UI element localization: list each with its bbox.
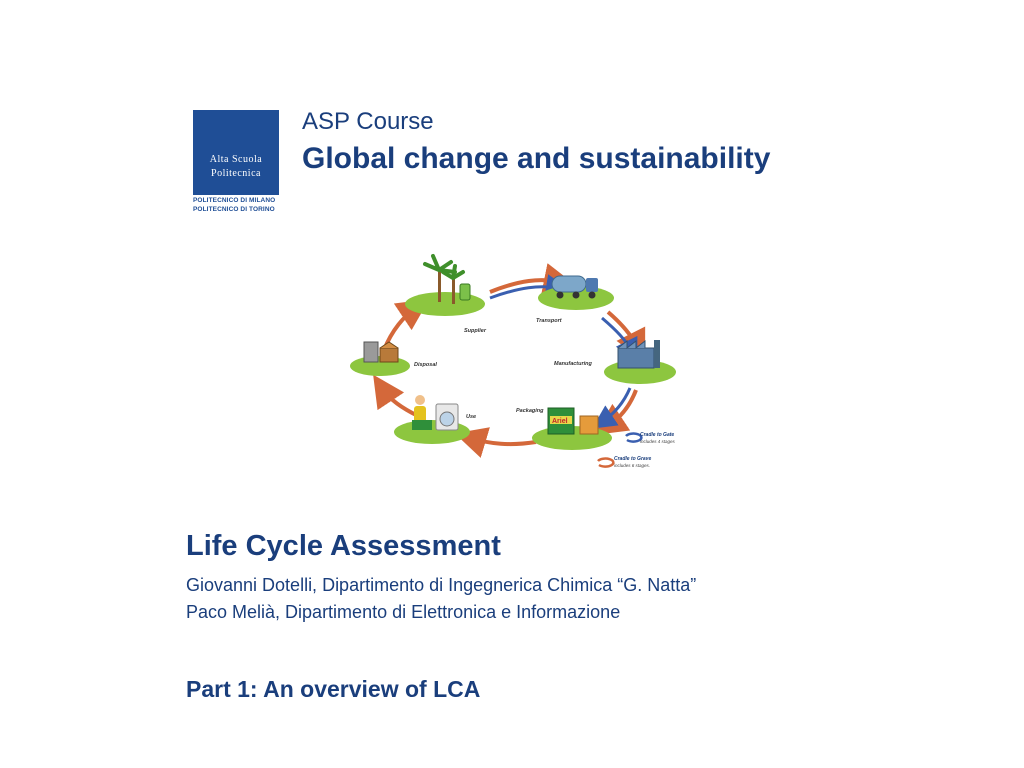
course-title: Global change and sustainability <box>302 142 771 175</box>
legend-gate-sub: includes 4 stages <box>640 439 675 444</box>
logo-subtitle-torino: POLITECNICO DI TORINO <box>193 206 275 213</box>
legend-cradle-to-gate <box>626 432 676 444</box>
logo-line-2: Politecnica <box>211 168 261 179</box>
life-cycle-diagram <box>340 240 700 480</box>
logo-subtitle-milano: POLITECNICO DI MILANO <box>193 197 276 204</box>
stage-label-use: Use <box>466 414 477 420</box>
disposal-stage <box>350 342 437 376</box>
legend-grave-label: Cradle to Grave <box>614 456 652 462</box>
use-stage <box>394 395 476 444</box>
legend-gate-label: Cradle to Gate <box>640 432 675 438</box>
author-dotelli: Giovanni Dotelli, Dipartimento di Ingegnerica Chimica “G. Natta” <box>186 575 697 595</box>
logo-line-1: Alta Scuola <box>209 154 263 165</box>
transport-stage <box>536 276 614 324</box>
part-heading: Part 1: An overview of LCA <box>186 676 481 702</box>
asp-logo <box>193 110 279 195</box>
stage-label-transport: Transport <box>536 318 562 324</box>
stage-label-manufacturing: Manufacturing <box>554 361 592 367</box>
supplier-stage <box>405 256 487 334</box>
author-melia: Paco Melià, Dipartimento di Elettronica e Informazione <box>186 602 621 622</box>
legend-cradle-to-grave <box>598 456 651 468</box>
orange-cycle-icon <box>598 459 613 467</box>
course-label: ASP Course <box>302 108 434 135</box>
stage-label-packaging: Packaging <box>516 408 544 414</box>
lca-title: Life Cycle Assessment <box>186 530 501 562</box>
legend-grave-sub: includes 6 stages. <box>614 463 651 468</box>
product-brand-label: Ariel <box>552 418 568 425</box>
stage-label-disposal: Disposal <box>414 362 437 368</box>
stage-label-supplier: Supplier <box>464 328 487 334</box>
manufacturing-stage <box>554 340 676 384</box>
